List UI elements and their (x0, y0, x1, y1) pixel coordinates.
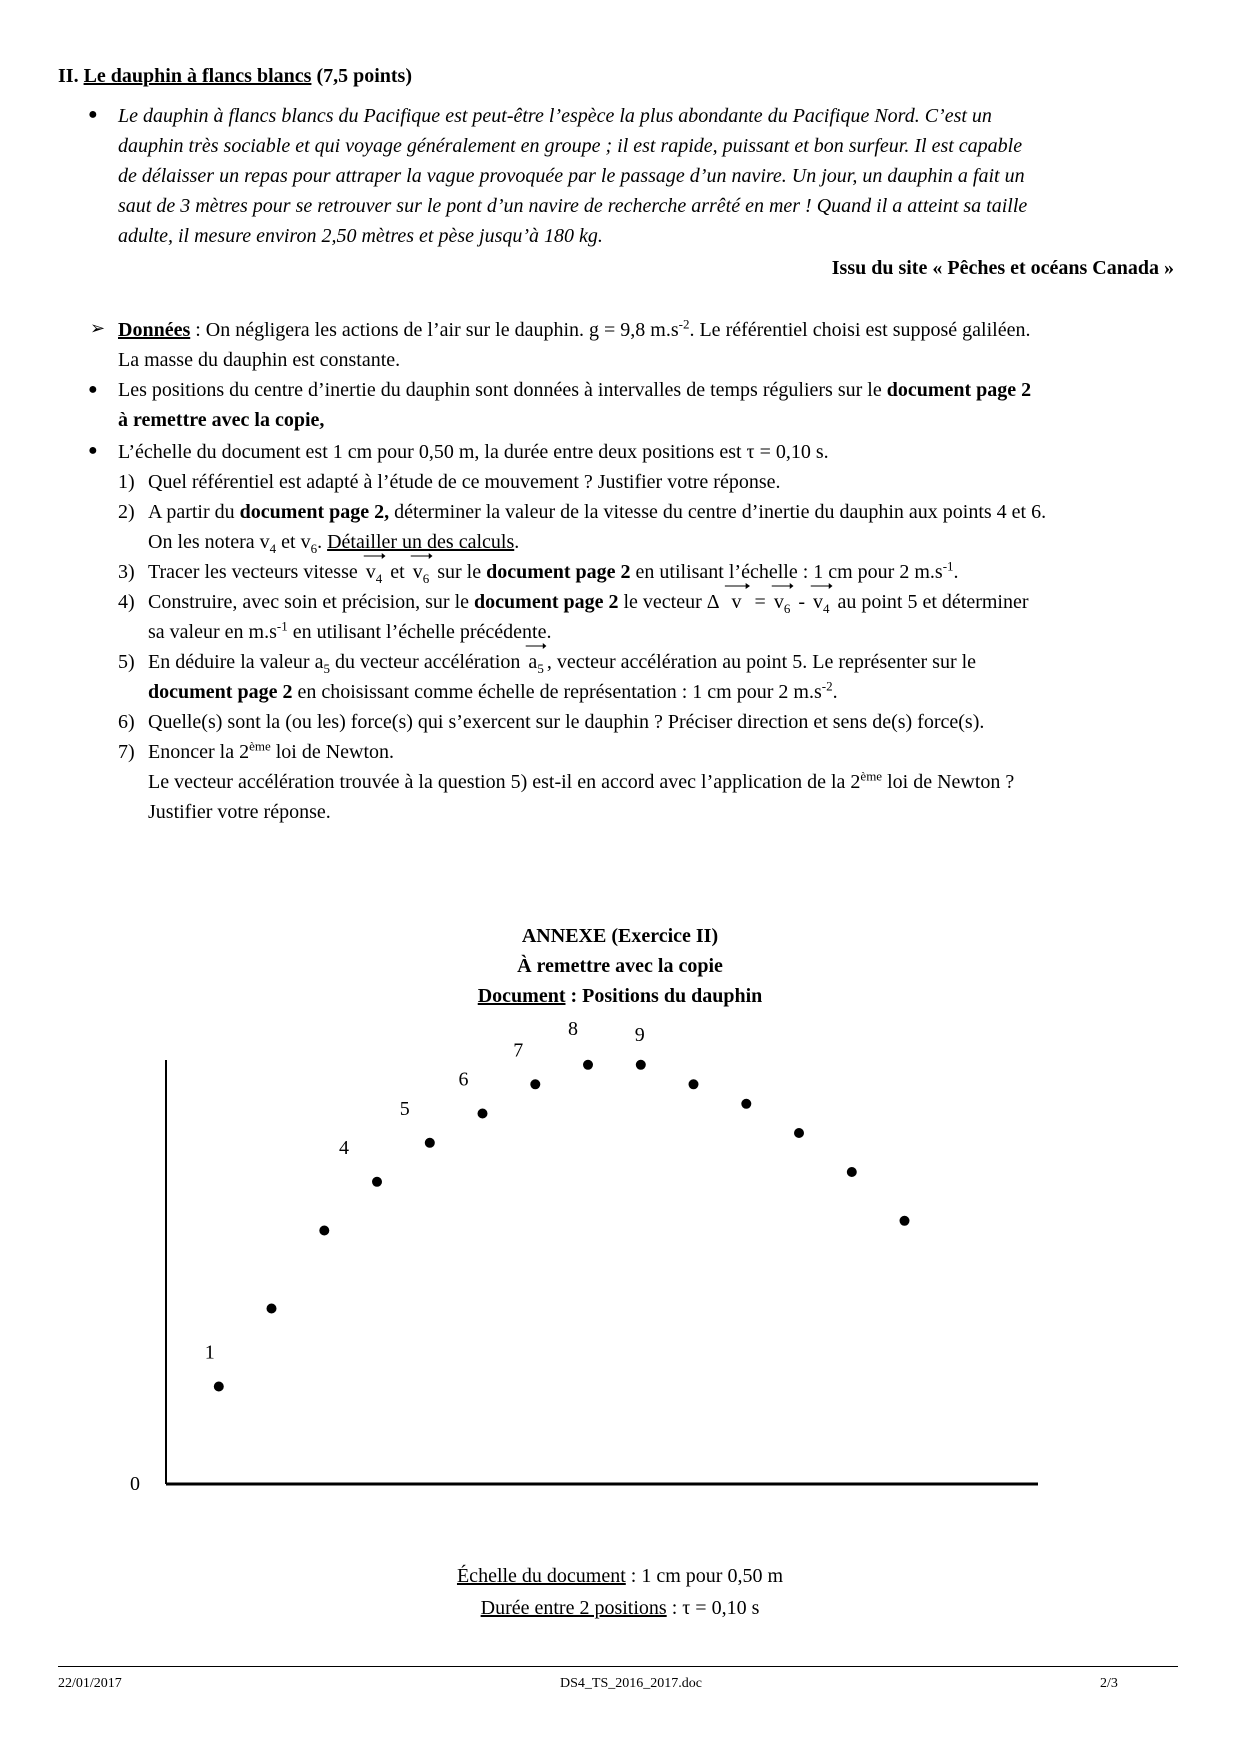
scale-line (0, 1564, 1240, 1588)
a5-sub: 5 (537, 661, 544, 676)
vector-v6 (771, 590, 794, 614)
q7-sup: ème (249, 738, 271, 754)
exercise-points: (7,5 points) (316, 65, 413, 87)
question-6-number: 6) (118, 711, 135, 733)
point-label-1: 1 (204, 1341, 215, 1364)
question-5-line-1 (148, 650, 976, 674)
q3-d: en utilisant l’échelle : 1 cm pour 2 m.s (630, 561, 943, 583)
question-2-line-2 (148, 530, 519, 554)
q2-sub-4: 4 (269, 541, 277, 556)
question-5-number: 5) (118, 651, 135, 673)
question-1: Quel référentiel est adapté à l’étude de ce mouvement ? Justifier votre réponse. (148, 471, 781, 493)
point-label-5: 5 (399, 1097, 410, 1120)
v6-sub: 6 (422, 571, 430, 586)
positions-chart (0, 1017, 1240, 1560)
question-3-number: 3) (118, 561, 135, 583)
q4-v4-letter: v (812, 591, 823, 613)
q3-et: et (390, 561, 410, 583)
vector-v4 (363, 560, 386, 584)
position-point-9 (636, 1060, 646, 1070)
q4-b: document page 2 (474, 591, 619, 613)
exercise-title: Le dauphin à flancs blancs (83, 65, 312, 87)
q4-eq: = (749, 591, 771, 613)
q7-a: Enoncer la 2 (148, 741, 250, 763)
question-3 (148, 560, 959, 584)
q2-c: déterminer la valeur de la vitesse du centre d’inertie du dauphin aux points 4 et 6. (389, 501, 1047, 523)
q5-f: . (832, 681, 838, 703)
data-sup: -2 (678, 316, 690, 332)
footer-file: DS4_TS_2016_2017.doc (560, 1676, 702, 1691)
position-point-7 (530, 1079, 540, 1089)
position-point-5 (425, 1138, 435, 1148)
position-point-10 (689, 1079, 699, 1089)
footer-date: 22/01/2017 (58, 1676, 122, 1691)
q4-minus: - (793, 591, 810, 613)
exercise-number: II. (58, 65, 79, 87)
annex-doc-label: Document (477, 985, 566, 1007)
q4-v6-letter: v (773, 591, 784, 613)
q2-h: . (514, 531, 520, 553)
q4-c: le vecteur Δ (618, 591, 724, 613)
question-2-line-1 (148, 500, 1046, 524)
bullet-icon: ● (88, 106, 98, 123)
question-7-number: 7) (118, 741, 135, 763)
q7-b: loi de Newton. (270, 741, 395, 763)
data-bullet-2-b: document page 2 (886, 379, 1032, 401)
scale-label: Échelle du document (456, 1565, 626, 1587)
position-point-11 (741, 1099, 751, 1109)
position-point-8 (583, 1060, 593, 1070)
intro-line-5: adulte, il mesure environ 2,50 mètres et pèse jusqu’à 180 kg. (118, 225, 603, 247)
q2-e: et v (276, 531, 311, 553)
data-bullet-3: L’échelle du document est 1 cm pour 0,50 m, la durée entre deux positions est τ = 0,10 s. (118, 441, 829, 463)
point-label-9: 9 (634, 1023, 645, 1046)
q2-sub-6: 6 (310, 541, 318, 556)
exercise-heading (58, 64, 412, 88)
intro-line-3: de délaisser un repas pour attraper la vague provoquée par le passage d’un navire. Un jour, un dauphin a fait un (118, 165, 1025, 187)
annex-subtitle: À remettre avec la copie (517, 955, 723, 977)
q7-sup2: ème (860, 768, 883, 784)
q3-a: Tracer les vecteurs vitesse (148, 561, 363, 583)
data-bullet-2 (118, 378, 1031, 402)
question-4-number: 4) (118, 591, 135, 613)
annex-doc-heading (0, 984, 1240, 1008)
data-text-b: . Le référentiel choisi est supposé galiléen. (689, 319, 1031, 341)
vector-v6 (410, 560, 433, 584)
q5-c: , vecteur accélération au point 5. Le représenter sur le (546, 651, 977, 673)
duration-value: : τ = 0,10 s (666, 1597, 760, 1619)
vector-a5 (525, 650, 546, 674)
q2-g: Détailler un des calculs (327, 531, 515, 553)
v4-letter: v (365, 561, 376, 583)
q5-sup: -2 (821, 678, 833, 694)
q3-b: sur le (437, 561, 487, 583)
q5-d: document page 2 (148, 681, 293, 703)
annex-title: ANNEXE (Exercice II) (521, 925, 719, 947)
q2-d: On les notera v (148, 531, 270, 553)
delta-v-letter: v (731, 591, 742, 613)
position-point-14 (900, 1216, 910, 1226)
footer-page: 2/3 (1100, 1676, 1118, 1691)
q4-v4-sub: 4 (822, 601, 830, 616)
v4-sub: 4 (375, 571, 383, 586)
question-4-line-2 (148, 620, 551, 644)
question-5-line-2 (148, 680, 838, 704)
a5-letter: a (528, 651, 538, 673)
duration-label: Durée entre 2 positions (480, 1597, 667, 1619)
position-point-1 (214, 1382, 224, 1392)
q5-sub: 5 (323, 661, 330, 676)
position-point-3 (319, 1226, 329, 1236)
q3-c: document page 2 (486, 561, 631, 583)
scale-value: : 1 cm pour 0,50 m (625, 1565, 784, 1587)
position-point-6 (478, 1109, 488, 1119)
q4-f: en utilisant l’échelle précédente. (287, 621, 552, 643)
intro-source: Issu du site « Pêches et océans Canada » (831, 257, 1174, 279)
q2-f: . (317, 531, 328, 553)
duration-line (0, 1596, 1240, 1620)
point-label-7: 7 (513, 1039, 524, 1062)
q4-e: sa valeur en m.s (148, 621, 277, 643)
q3-sup: -1 (942, 558, 954, 574)
position-point-13 (847, 1167, 857, 1177)
q5-b: du vecteur accélération (329, 651, 526, 673)
data-bullet-2-a: Les positions du centre d’inertie du dauphin sont données à intervalles de temps réguliers sur le (118, 379, 887, 401)
q4-d: au point 5 et déterminer (832, 591, 1029, 613)
q3-e: . (953, 561, 959, 583)
intro-line-4: saut de 3 mètres pour se retrouver sur le pont d’un navire de recherche arrêté en mer ! Quand il a atteint sa taille (118, 195, 1028, 217)
arrow-bullet-icon: ➢ (90, 318, 106, 338)
points-group (214, 1060, 910, 1392)
bullet-icon: ● (88, 381, 98, 398)
question-7-line-2 (148, 770, 1014, 794)
vector-v (724, 590, 750, 614)
intro-line-2: dauphin très sociable et qui voyage généralement en groupe ; il est rapide, puissant et bon surfeur. Il est capable (118, 135, 1023, 157)
intro-line-1: Le dauphin à flancs blancs du Pacifique est peut-être l’espèce la plus abondante du Pacifique Nord. C’est un (118, 105, 992, 127)
bullet-icon: ● (88, 442, 98, 459)
question-4-line-1 (148, 590, 1029, 614)
position-point-4 (372, 1177, 382, 1187)
footer-rule (58, 1666, 1178, 1667)
data-text-a: : On négligera les actions de l’air sur le dauphin. g = 9,8 m.s (190, 319, 679, 341)
data-label: Données (118, 319, 191, 341)
question-7-line-3: Justifier votre réponse. (148, 801, 331, 823)
point-label-4: 4 (339, 1136, 349, 1159)
q7-c: Le vecteur accélération trouvée à la question 5) est-il en accord avec l’application de la 2 (148, 771, 861, 793)
q4-sup: -1 (276, 618, 288, 634)
q5-e: en choisissant comme échelle de représentation : 1 cm pour 2 m.s (292, 681, 822, 703)
v6-letter: v (412, 561, 423, 583)
q2-a: A partir du (148, 501, 240, 523)
q5-a: En déduire la valeur a (148, 651, 324, 673)
annex-doc-title: : Positions du dauphin (565, 985, 763, 1007)
question-2-number: 2) (118, 501, 135, 523)
position-point-12 (794, 1128, 804, 1138)
question-1-number: 1) (118, 471, 135, 493)
vector-v4 (810, 590, 833, 614)
question-6: Quelle(s) sont la (ou les) force(s) qui s’exercent sur le dauphin ? Préciser direction et sens de(s) force(s). (148, 711, 985, 733)
point-label-8: 8 (568, 1017, 578, 1040)
q2-b: document page 2, (239, 501, 390, 523)
position-point-2 (267, 1304, 277, 1314)
data-line-2: La masse du dauphin est constante. (118, 349, 401, 371)
q4-v6-sub: 6 (783, 601, 791, 616)
data-line-1 (118, 318, 1030, 342)
point-label-6: 6 (458, 1068, 469, 1091)
q4-a: Construire, avec soin et précision, sur le (148, 591, 475, 613)
question-7-line-1 (148, 740, 394, 764)
data-bullet-2-c: à remettre avec la copie, (118, 409, 325, 431)
q7-d: loi de Newton ? (882, 771, 1015, 793)
origin-label: 0 (130, 1473, 140, 1495)
